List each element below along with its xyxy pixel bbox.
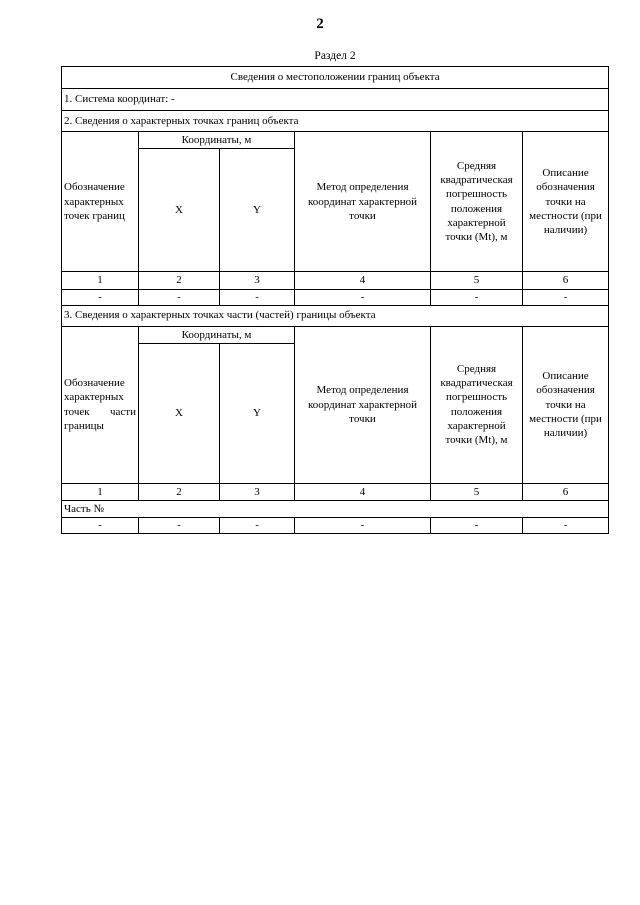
block2-col-number: 3 [220,483,295,500]
block1-empty-cell: - [62,289,139,305]
block2-empty-cell: - [523,518,609,534]
block1-empty-cell: - [139,289,220,305]
block1-col-number: 3 [220,272,295,289]
block2-heading: 3. Сведения о характерных точках части (частей) границы объекта [62,305,609,326]
coordinate-system-row: 1. Система координат: - [62,89,609,111]
block2-col-number: 6 [523,483,609,500]
block2-empty-cell: - [220,518,295,534]
block1-col-coords: Координаты, м [139,132,295,149]
block2-col-x: X [139,343,220,483]
boundary-table [61,66,609,534]
block2-col-number: 5 [431,483,523,500]
block2-empty-cell: - [139,518,220,534]
block1-col-error: Средняя квадратическая погрешность положения характерной точки (Mt), м [431,132,523,272]
page-number: 2 [316,16,324,32]
block1-col-number: 2 [139,272,220,289]
block1-col-x: X [139,149,220,272]
block2-empty-cell: - [295,518,431,534]
block2-part-label: Часть № [62,501,609,518]
block2-empty-cell: - [431,518,523,534]
block1-empty-cell: - [431,289,523,305]
block1-col-y: Y [220,149,295,272]
block1-col-method: Метод определения координат характерной точки [295,132,431,272]
block1-col-number: 4 [295,272,431,289]
block2-empty-cell: - [62,518,139,534]
table-title: Сведения о местоположении границ объекта [62,67,609,89]
block1-col-number: 6 [523,272,609,289]
block2-col-number: 2 [139,483,220,500]
block1-col-number: 5 [431,272,523,289]
block1-empty-cell: - [523,289,609,305]
block1-empty-cell: - [220,289,295,305]
block2-col-point: Обозначение характерных точек части границы [62,326,139,483]
block2-col-coords: Координаты, м [139,326,295,343]
block2-col-y: Y [220,343,295,483]
block2-col-error: Средняя квадратическая погрешность положения характерной точки (Mt), м [431,326,523,483]
block1-col-number: 1 [62,272,139,289]
block2-col-number: 1 [62,483,139,500]
block1-col-point: Обозначение характерных точек границ [62,132,139,272]
block2-col-method: Метод определения координат характерной точки [295,326,431,483]
block1-heading: 2. Сведения о характерных точках границ объекта [62,111,609,132]
section-label: Раздел 2 [314,50,356,62]
block1-col-desc: Описание обозначения точки на местности (при наличии) [523,132,609,272]
block2-col-number: 4 [295,483,431,500]
block1-empty-cell: - [295,289,431,305]
block2-col-desc: Описание обозначения точки на местности (при наличии) [523,326,609,483]
